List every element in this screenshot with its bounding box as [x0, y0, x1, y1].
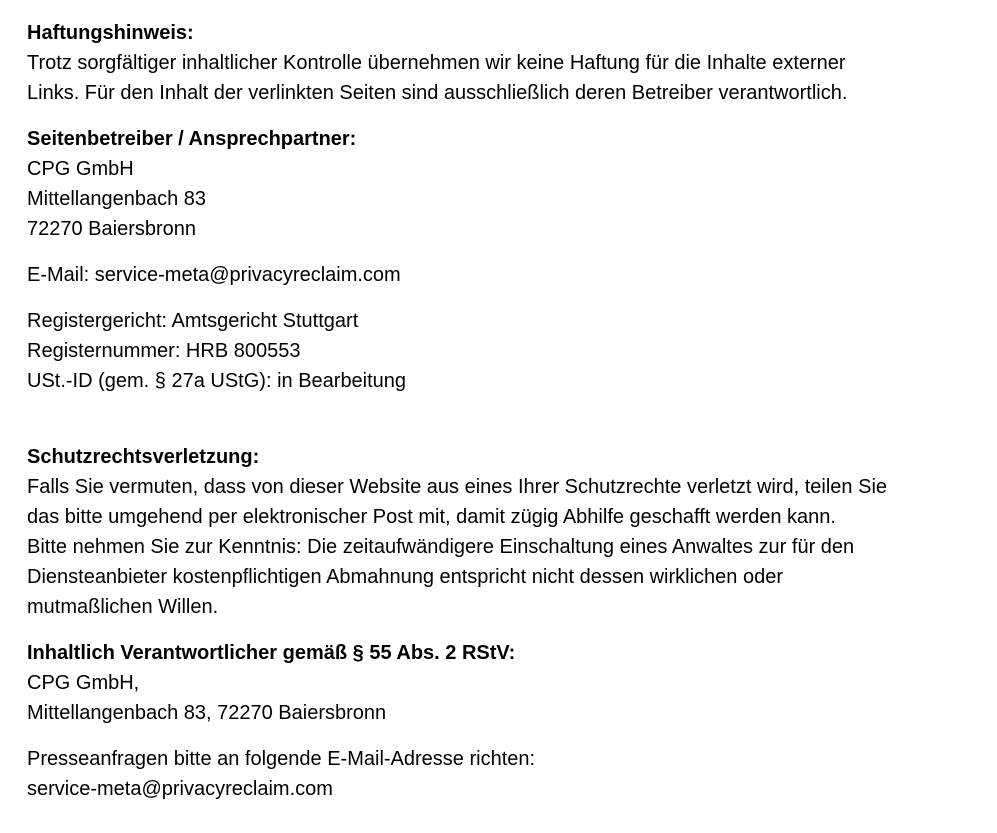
spacer [27, 396, 987, 442]
liability-heading: Haftungshinweis: [27, 22, 194, 44]
spacer [27, 622, 987, 638]
ip-infringement-line-5: mutmaßlichen Willen. [27, 596, 219, 618]
ip-infringement-heading: Schutzrechtsverletzung: [27, 446, 260, 468]
ip-infringement-line-3: Bitte nehmen Sie zur Kenntnis: Die zeitaufwändigere Einschaltung eines Anwaltes zur für den [27, 536, 855, 558]
operator-city: 72270 Baiersbronn [27, 218, 197, 240]
liability-section [27, 18, 987, 108]
operator-section [27, 124, 987, 244]
register-number: Registernummer: HRB 800553 [27, 340, 301, 362]
responsible-address: Mittellangenbach 83, 72270 Baiersbronn [27, 702, 387, 724]
operator-street: Mittellangenbach 83 [27, 188, 207, 210]
spacer [27, 290, 987, 306]
liability-text-line-1: Trotz sorgfältiger inhaltlicher Kontrolle übernehmen wir keine Haftung für die Inhalte externer [27, 52, 846, 74]
operator-heading: Seitenbetreiber / Ansprechpartner: [27, 128, 357, 150]
ip-infringement-section [27, 442, 987, 622]
vat-id: USt.-ID (gem. § 27a UStG): in Bearbeitung [27, 370, 407, 392]
spacer [27, 728, 987, 744]
responsible-company: CPG GmbH, [27, 672, 140, 694]
press-section [27, 744, 987, 804]
responsible-section [27, 638, 987, 728]
liability-text-line-2: Links. Für den Inhalt der verlinkten Seiten sind ausschließlich deren Betreiber verantwortlich. [27, 82, 848, 104]
spacer [27, 108, 987, 124]
press-intro: Presseanfragen bitte an folgende E-Mail-Adresse richten: [27, 748, 536, 770]
spacer [27, 244, 987, 260]
contact-email: E-Mail: service-meta@privacyreclaim.com [27, 264, 401, 286]
responsible-heading: Inhaltlich Verantwortlicher gemäß § 55 Abs. 2 RStV: [27, 642, 516, 664]
register-court: Registergericht: Amtsgericht Stuttgart [27, 310, 359, 332]
contact-section [27, 260, 987, 290]
operator-company: CPG GmbH [27, 158, 134, 180]
press-email: service-meta@privacyreclaim.com [27, 778, 333, 800]
ip-infringement-line-2: das bitte umgehend per elektronischer Post mit, damit zügig Abhilfe geschafft werden kann. [27, 506, 836, 528]
ip-infringement-line-4: Diensteanbieter kostenpflichtigen Abmahnung entspricht nicht dessen wirklichen oder [27, 566, 784, 588]
imprint-page [27, 18, 987, 804]
ip-infringement-line-1: Falls Sie vermuten, dass von dieser Website aus eines Ihrer Schutzrechte verletzt wird, teilen Sie [27, 476, 888, 498]
register-section [27, 306, 987, 396]
